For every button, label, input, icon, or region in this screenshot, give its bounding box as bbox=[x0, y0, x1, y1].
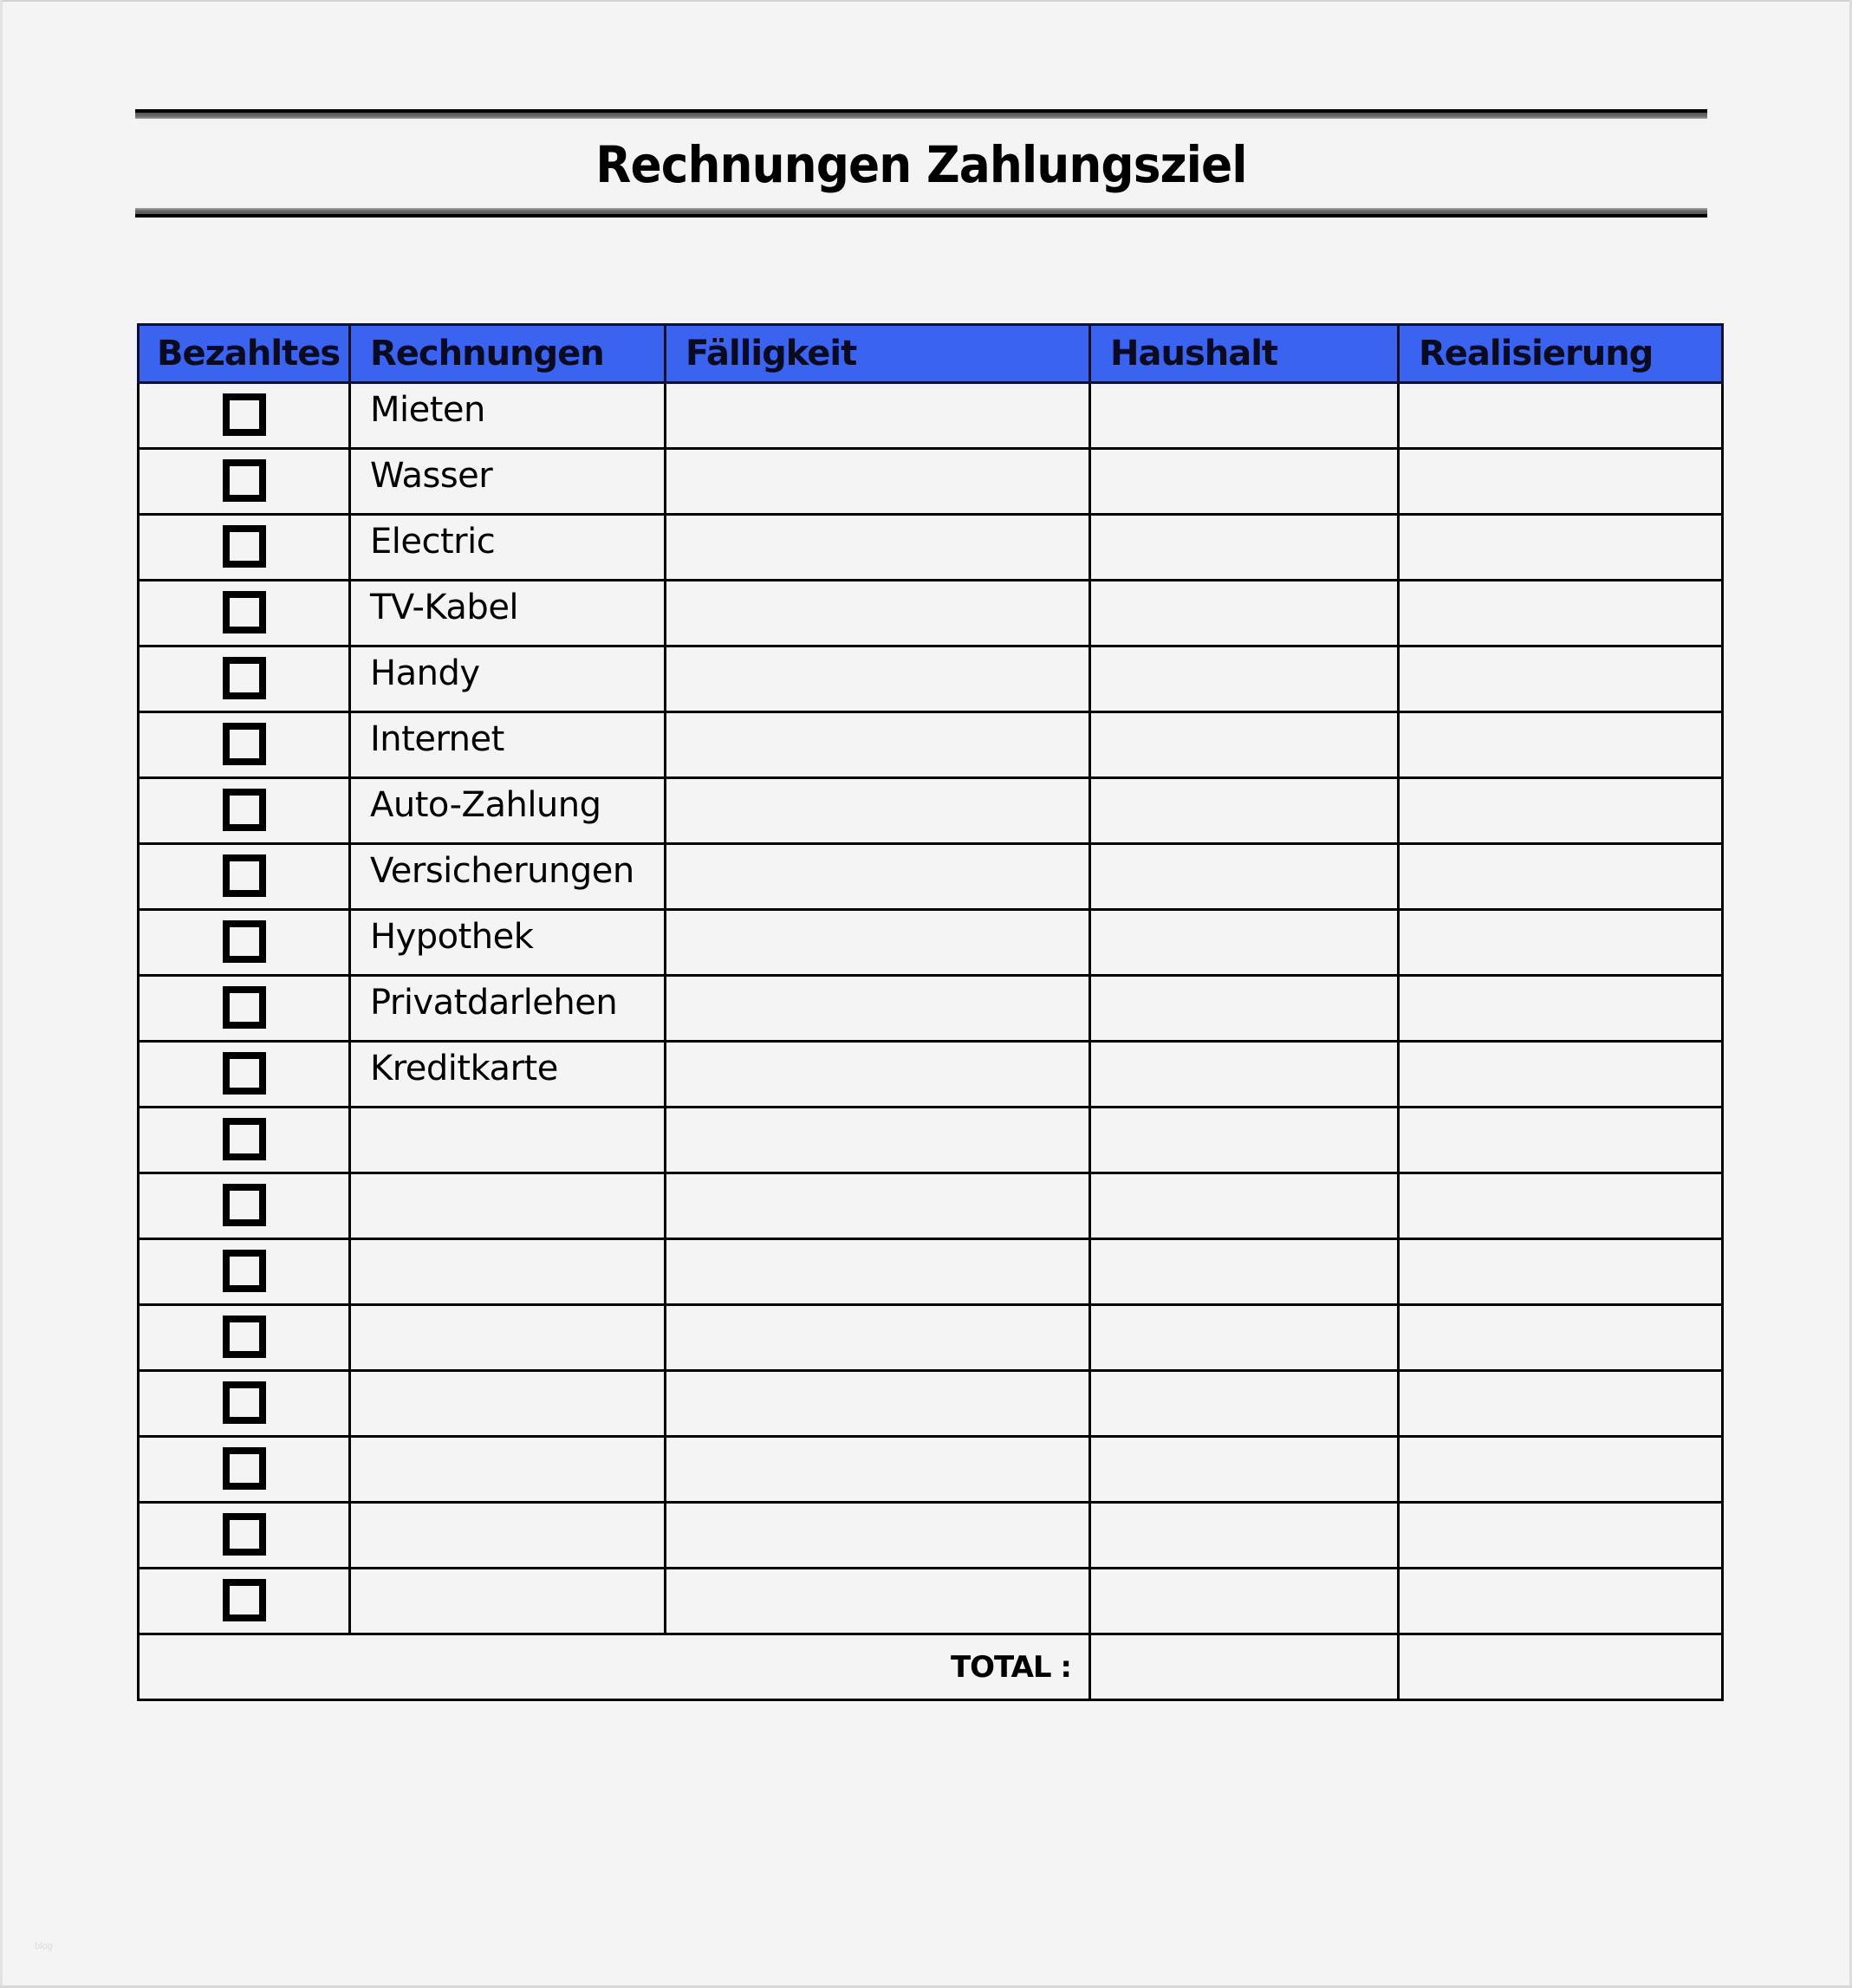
title-rule-bottom bbox=[135, 208, 1707, 218]
budget-cell[interactable] bbox=[1090, 1108, 1399, 1173]
due-date-cell[interactable] bbox=[666, 976, 1090, 1042]
bill-name-cell[interactable]: Hypothek bbox=[350, 910, 666, 976]
paid-cell bbox=[139, 1239, 350, 1305]
due-date-cell[interactable] bbox=[666, 1569, 1090, 1634]
due-date-cell[interactable] bbox=[666, 1437, 1090, 1503]
actual-cell[interactable] bbox=[1399, 712, 1723, 778]
table-row bbox=[139, 910, 1723, 976]
table-row bbox=[139, 778, 1723, 844]
table-row bbox=[139, 976, 1723, 1042]
paid-checkbox[interactable] bbox=[223, 1447, 266, 1490]
actual-cell[interactable] bbox=[1399, 581, 1723, 646]
bill-name-cell[interactable]: Wasser bbox=[350, 449, 666, 515]
paid-cell bbox=[139, 1371, 350, 1437]
due-date-cell[interactable] bbox=[666, 449, 1090, 515]
budget-cell[interactable] bbox=[1090, 778, 1399, 844]
budget-cell[interactable] bbox=[1090, 712, 1399, 778]
total-budget-cell[interactable] bbox=[1090, 1634, 1399, 1700]
table-row bbox=[139, 449, 1723, 515]
paid-cell bbox=[139, 1437, 350, 1503]
total-actual-cell[interactable] bbox=[1399, 1634, 1723, 1700]
due-date-cell[interactable] bbox=[666, 581, 1090, 646]
bills-table bbox=[137, 323, 1724, 1701]
paid-cell bbox=[139, 976, 350, 1042]
budget-cell[interactable] bbox=[1090, 646, 1399, 712]
bill-name-cell[interactable] bbox=[350, 1173, 666, 1239]
budget-cell[interactable] bbox=[1090, 976, 1399, 1042]
bill-name-cell[interactable]: TV-Kabel bbox=[350, 581, 666, 646]
actual-cell[interactable] bbox=[1399, 1305, 1723, 1371]
total-row bbox=[139, 1634, 1723, 1700]
bill-name-cell[interactable] bbox=[350, 1108, 666, 1173]
due-date-cell[interactable] bbox=[666, 844, 1090, 910]
budget-cell[interactable] bbox=[1090, 1305, 1399, 1371]
due-date-cell[interactable] bbox=[666, 1371, 1090, 1437]
paid-cell bbox=[139, 1108, 350, 1173]
bill-name-cell[interactable] bbox=[350, 1503, 666, 1569]
paid-checkbox[interactable] bbox=[223, 591, 266, 633]
paid-cell bbox=[139, 515, 350, 581]
due-date-cell[interactable] bbox=[666, 778, 1090, 844]
budget-cell[interactable] bbox=[1090, 1173, 1399, 1239]
actual-cell[interactable] bbox=[1399, 1042, 1723, 1108]
paid-cell bbox=[139, 449, 350, 515]
total-label: TOTAL : bbox=[139, 1634, 1090, 1700]
actual-cell[interactable] bbox=[1399, 383, 1723, 449]
due-date-cell[interactable] bbox=[666, 712, 1090, 778]
paid-checkbox[interactable] bbox=[223, 525, 266, 568]
paid-checkbox[interactable] bbox=[223, 920, 266, 963]
due-date-cell[interactable] bbox=[666, 1503, 1090, 1569]
paid-cell bbox=[139, 1173, 350, 1239]
budget-cell[interactable] bbox=[1090, 1239, 1399, 1305]
paid-checkbox[interactable] bbox=[223, 657, 266, 699]
actual-cell[interactable] bbox=[1399, 515, 1723, 581]
actual-cell[interactable] bbox=[1399, 1239, 1723, 1305]
bill-name-cell[interactable] bbox=[350, 1239, 666, 1305]
budget-cell[interactable] bbox=[1090, 515, 1399, 581]
budget-cell[interactable] bbox=[1090, 844, 1399, 910]
bill-name-cell[interactable] bbox=[350, 1305, 666, 1371]
bill-name-cell[interactable] bbox=[350, 1371, 666, 1437]
page-title: Rechnungen Zahlungsziel bbox=[595, 135, 1247, 194]
bill-name-cell[interactable] bbox=[350, 1569, 666, 1634]
bill-name-cell[interactable]: Privatdarlehen bbox=[350, 976, 666, 1042]
due-date-cell[interactable] bbox=[666, 646, 1090, 712]
bill-name-cell[interactable]: Versicherungen bbox=[350, 844, 666, 910]
actual-cell[interactable] bbox=[1399, 1173, 1723, 1239]
budget-cell[interactable] bbox=[1090, 581, 1399, 646]
paid-checkbox[interactable] bbox=[223, 986, 266, 1029]
paid-cell bbox=[139, 1042, 350, 1108]
paid-checkbox[interactable] bbox=[223, 1579, 266, 1621]
budget-cell[interactable] bbox=[1090, 1042, 1399, 1108]
paid-cell bbox=[139, 778, 350, 844]
page-border-top bbox=[0, 0, 1852, 2]
due-date-cell[interactable] bbox=[666, 1042, 1090, 1108]
table-row bbox=[139, 1371, 1723, 1437]
table-row bbox=[139, 1569, 1723, 1634]
paid-checkbox[interactable] bbox=[223, 1250, 266, 1292]
budget-cell[interactable] bbox=[1090, 449, 1399, 515]
watermark: blog bbox=[35, 1941, 53, 1952]
actual-cell[interactable] bbox=[1399, 1371, 1723, 1437]
table-row bbox=[139, 1239, 1723, 1305]
actual-cell[interactable] bbox=[1399, 1108, 1723, 1173]
budget-cell[interactable] bbox=[1090, 383, 1399, 449]
paid-checkbox[interactable] bbox=[223, 1052, 266, 1095]
actual-cell[interactable] bbox=[1399, 646, 1723, 712]
bill-name-cell[interactable]: Internet bbox=[350, 712, 666, 778]
table-row bbox=[139, 844, 1723, 910]
paid-checkbox[interactable] bbox=[223, 789, 266, 831]
paid-checkbox[interactable] bbox=[223, 1184, 266, 1226]
page-border-left bbox=[0, 0, 3, 1988]
table-row bbox=[139, 1437, 1723, 1503]
actual-cell[interactable] bbox=[1399, 1569, 1723, 1634]
paid-cell bbox=[139, 910, 350, 976]
due-date-cell[interactable] bbox=[666, 515, 1090, 581]
table-header-row bbox=[139, 325, 1723, 383]
actual-cell[interactable] bbox=[1399, 910, 1723, 976]
paid-checkbox[interactable] bbox=[223, 1513, 266, 1556]
bill-name-cell[interactable] bbox=[350, 1437, 666, 1503]
paid-cell bbox=[139, 1503, 350, 1569]
paid-checkbox[interactable] bbox=[223, 854, 266, 897]
actual-cell[interactable] bbox=[1399, 449, 1723, 515]
budget-cell[interactable] bbox=[1090, 1569, 1399, 1634]
table-row bbox=[139, 646, 1723, 712]
column-header-actual: Realisierung bbox=[1399, 325, 1723, 383]
actual-cell[interactable] bbox=[1399, 844, 1723, 910]
column-header-budget: Haushalt bbox=[1090, 325, 1399, 383]
actual-cell[interactable] bbox=[1399, 1437, 1723, 1503]
bill-name-cell[interactable]: Electric bbox=[350, 515, 666, 581]
paid-cell bbox=[139, 1569, 350, 1634]
table-row bbox=[139, 712, 1723, 778]
column-header-due: Fälligkeit bbox=[666, 325, 1090, 383]
table-row bbox=[139, 515, 1723, 581]
table-row bbox=[139, 1305, 1723, 1371]
paid-cell bbox=[139, 712, 350, 778]
budget-cell[interactable] bbox=[1090, 1503, 1399, 1569]
title-rule-top bbox=[135, 109, 1707, 119]
actual-cell[interactable] bbox=[1399, 1503, 1723, 1569]
bill-name-cell[interactable]: Mieten bbox=[350, 383, 666, 449]
due-date-cell[interactable] bbox=[666, 1305, 1090, 1371]
due-date-cell[interactable] bbox=[666, 1173, 1090, 1239]
paid-cell bbox=[139, 383, 350, 449]
paid-checkbox[interactable] bbox=[223, 723, 266, 765]
due-date-cell[interactable] bbox=[666, 910, 1090, 976]
actual-cell[interactable] bbox=[1399, 976, 1723, 1042]
paid-cell bbox=[139, 844, 350, 910]
paid-cell bbox=[139, 1305, 350, 1371]
budget-cell[interactable] bbox=[1090, 910, 1399, 976]
budget-cell[interactable] bbox=[1090, 1371, 1399, 1437]
paid-checkbox[interactable] bbox=[223, 1316, 266, 1358]
bill-name-cell[interactable]: Kreditkarte bbox=[350, 1042, 666, 1108]
table-row bbox=[139, 581, 1723, 646]
table-row bbox=[139, 1042, 1723, 1108]
table-row bbox=[139, 383, 1723, 449]
paid-checkbox[interactable] bbox=[223, 1118, 266, 1160]
due-date-cell[interactable] bbox=[666, 383, 1090, 449]
paid-checkbox[interactable] bbox=[223, 459, 266, 502]
paid-checkbox[interactable] bbox=[223, 1381, 266, 1424]
table-row bbox=[139, 1503, 1723, 1569]
table-row bbox=[139, 1108, 1723, 1173]
paid-cell bbox=[139, 646, 350, 712]
bill-name-cell[interactable]: Handy bbox=[350, 646, 666, 712]
budget-cell[interactable] bbox=[1090, 1437, 1399, 1503]
actual-cell[interactable] bbox=[1399, 778, 1723, 844]
due-date-cell[interactable] bbox=[666, 1108, 1090, 1173]
table-row bbox=[139, 1173, 1723, 1239]
column-header-paid: Bezahltes bbox=[139, 325, 350, 383]
paid-checkbox[interactable] bbox=[223, 393, 266, 436]
due-date-cell[interactable] bbox=[666, 1239, 1090, 1305]
paid-cell bbox=[139, 581, 350, 646]
column-header-bills: Rechnungen bbox=[350, 325, 666, 383]
bill-name-cell[interactable]: Auto-Zahlung bbox=[350, 778, 666, 844]
